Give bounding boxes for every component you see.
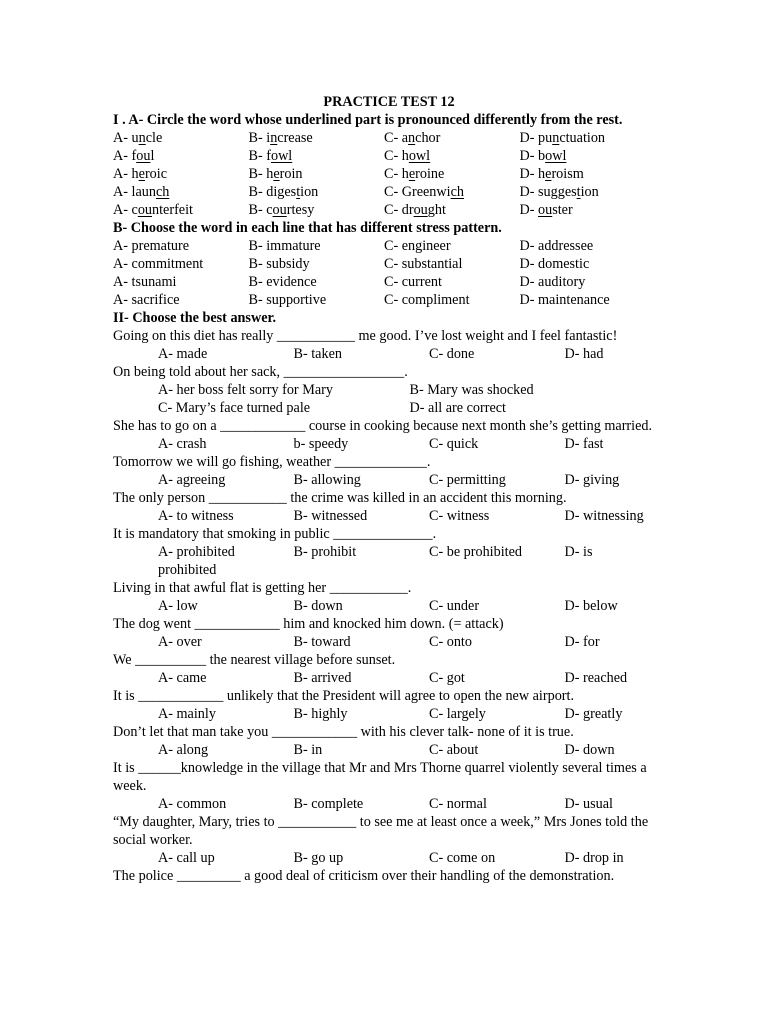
option-b[interactable] (249, 129, 385, 147)
option-b[interactable]: B- arrived (293, 670, 352, 686)
word-part: B- f (248, 148, 271, 164)
word-part: D- pu (519, 130, 553, 146)
option-a[interactable]: A- her boss felt sorry for Mary (158, 382, 333, 398)
option-d[interactable]: D- all are correct (409, 400, 506, 416)
answer-options (113, 795, 661, 813)
answer-options (113, 597, 661, 615)
word-part: roin (279, 166, 303, 182)
option-d[interactable]: D- domestic (519, 256, 590, 272)
option-a[interactable]: A- over (158, 634, 202, 650)
option-d[interactable]: D- had (564, 346, 604, 362)
underlined-part: ou (136, 148, 151, 164)
option-b[interactable]: B- Mary was shocked (409, 382, 534, 398)
option-d[interactable] (520, 147, 567, 165)
option-d[interactable]: D- giving (564, 472, 620, 488)
option-b[interactable]: B- complete (293, 796, 364, 812)
question-text: She has to go on a ____________ course in cooking because next month she’s getting married. (113, 418, 653, 434)
option-d[interactable]: D- addressee (519, 238, 594, 254)
option-b[interactable]: B- prohibit (293, 544, 357, 560)
option-c[interactable]: C- onto (429, 634, 472, 650)
pronunciation-row (113, 147, 661, 165)
option-c[interactable]: C- under (429, 598, 480, 614)
option-c[interactable]: C- substantial (384, 256, 463, 272)
word-part: C- h (384, 166, 409, 182)
word-part: A- h (113, 166, 139, 182)
option-d[interactable]: D- reached (564, 670, 628, 686)
answer-options (113, 741, 661, 759)
option-c[interactable]: C- be prohibited (429, 544, 522, 560)
word-part: C- h (384, 148, 409, 164)
question-text: The police _________ a good deal of criticism over their handling of the demonstration. (113, 868, 615, 884)
option-d[interactable]: D- witnessing (564, 508, 644, 524)
option-d[interactable] (520, 183, 599, 201)
answer-options (113, 471, 661, 489)
option-c[interactable] (384, 165, 520, 183)
underlined-part: owl (545, 148, 567, 164)
option-a[interactable] (113, 129, 249, 147)
word-part: D- (519, 202, 539, 218)
option-b[interactable]: B- down (293, 598, 343, 614)
question-text: We __________ the nearest village before sunset. (113, 652, 396, 668)
underlined-part: n (270, 130, 278, 146)
word-part: roism (551, 166, 584, 182)
option-d[interactable]: D- greatly (564, 706, 623, 722)
option-b[interactable] (249, 201, 385, 219)
option-b[interactable] (249, 147, 385, 165)
word-part: D- h (519, 166, 546, 182)
option-d[interactable]: D- for (564, 634, 600, 650)
underlined-part: t (576, 184, 581, 200)
question-text: The only person ___________ the crime was killed in an accident this morning. (113, 490, 567, 506)
option-c[interactable] (384, 129, 520, 147)
answer-options (113, 669, 661, 687)
pronunciation-row (113, 201, 661, 219)
question-text: Living in that awful flat is getting her ___________. (113, 580, 412, 596)
option-b[interactable]: B- in (293, 742, 323, 758)
stress-row (113, 273, 661, 291)
option-d[interactable]: D- fast (564, 436, 604, 452)
option-b[interactable]: B- subsidy (248, 256, 310, 272)
question-text: It is ______knowledge in the village that Mr and Mrs Thorne quarrel violently several times a week. (113, 760, 647, 794)
underlined-part: ch (450, 184, 464, 200)
stress-row (113, 237, 661, 255)
option-b[interactable]: B- supportive (248, 292, 327, 308)
stress-row (113, 255, 661, 273)
word-part: ion (580, 184, 599, 200)
word-part: ctuation (559, 130, 606, 146)
section-2-heading: II- Choose the best answer. (113, 310, 277, 326)
option-c[interactable]: C- about (429, 742, 479, 758)
option-a[interactable]: A- along (158, 742, 209, 758)
word-part: A- c (113, 202, 138, 218)
word-part: B- c (248, 202, 273, 218)
option-c[interactable]: C- compliment (384, 292, 470, 308)
underlined-part: ou (538, 202, 553, 218)
word-part: ion (300, 184, 319, 200)
option-a[interactable]: A- agreeing (158, 472, 226, 488)
page-title: PRACTICE TEST 12 (323, 94, 455, 110)
option-c[interactable]: C- engineer (384, 238, 451, 254)
question-text: “My daughter, Mary, tries to ___________ to see me at least once a week,” Mrs Jones told the social worker. (113, 814, 649, 848)
underlined-part: owl (408, 148, 431, 164)
option-a[interactable] (113, 183, 249, 201)
section-1b-heading: B- Choose the word in each line that has different stress pattern. (113, 220, 502, 236)
option-d[interactable] (520, 165, 584, 183)
answer-options (113, 399, 661, 417)
stress-row (113, 291, 661, 309)
word-part: roine (415, 166, 445, 182)
option-b[interactable] (249, 165, 385, 183)
option-b[interactable]: B- toward (293, 634, 351, 650)
word-part: D- sugges (519, 184, 577, 200)
answer-options (113, 435, 661, 453)
underlined-part: ou (272, 202, 287, 218)
underlined-part: e (273, 166, 280, 182)
answer-options (113, 849, 661, 867)
option-c[interactable]: C- permitting (429, 472, 506, 488)
word-part: cle (145, 130, 163, 146)
option-d[interactable]: D- down (564, 742, 615, 758)
option-c[interactable] (384, 201, 520, 219)
option-d[interactable] (520, 129, 606, 147)
underlined-part: n (138, 130, 146, 146)
option-b[interactable]: b- speedy (293, 436, 349, 452)
option-d[interactable]: D- auditory (519, 274, 586, 290)
underlined-part: e (545, 166, 552, 182)
word-part: B- i (248, 130, 271, 146)
option-c[interactable]: C- largely (429, 706, 486, 722)
option-d[interactable]: D- maintenance (519, 292, 610, 308)
option-a[interactable]: A- sacrifice (113, 292, 180, 308)
pronunciation-row (113, 129, 661, 147)
option-b[interactable]: B- witnessed (293, 508, 368, 524)
underlined-part: ou (413, 202, 428, 218)
question-text: Tomorrow we will go fishing, weather _____________. (113, 454, 431, 470)
option-a[interactable]: A- came (158, 670, 207, 686)
question-text: Going on this diet has really ___________ me good. I’ve lost weight and I feel fantastic! (113, 328, 618, 344)
option-d[interactable]: D- below (564, 598, 618, 614)
option-c[interactable]: C- got (429, 670, 465, 686)
word-part: chor (415, 130, 441, 146)
answer-options (113, 705, 661, 723)
option-b[interactable] (249, 183, 385, 201)
option-a[interactable]: A- prohibited (158, 544, 235, 560)
option-a[interactable]: A- low (158, 598, 198, 614)
option-d[interactable]: D- usual (564, 796, 613, 812)
option-a[interactable]: A- tsunami (113, 274, 177, 290)
word-part: A- f (113, 148, 137, 164)
option-b[interactable]: B- go up (293, 850, 344, 866)
option-d[interactable]: D- drop in (564, 850, 624, 866)
option-b[interactable]: B- allowing (293, 472, 361, 488)
option-c[interactable]: C- Mary’s face turned pale (158, 400, 311, 416)
underlined-part: owl (270, 148, 293, 164)
underlined-part: ou (137, 202, 153, 218)
word-part: C- a (384, 130, 409, 146)
option-c[interactable]: C- normal (429, 796, 487, 812)
option-c[interactable]: C- current (384, 274, 442, 290)
section-1a-heading: I . A- Circle the word whose underlined part is pronounced differently from the rest. (113, 112, 623, 128)
question-text: On being told about her sack, _________________. (113, 364, 408, 380)
option-c[interactable]: C- done (429, 346, 475, 362)
underlined-part: n (552, 130, 560, 146)
word-part: C- dr (384, 202, 414, 218)
option-a[interactable] (113, 201, 249, 219)
option-c[interactable]: C- come on (429, 850, 496, 866)
word-part: nterfeit (152, 202, 193, 218)
word-part: rtesy (286, 202, 315, 218)
option-c[interactable] (384, 147, 520, 165)
underlined-part: e (408, 166, 416, 182)
option-b[interactable]: B- immature (248, 238, 321, 254)
option-a[interactable]: A- common (158, 796, 227, 812)
option-a[interactable]: A- mainly (158, 706, 216, 722)
answer-options (113, 633, 661, 651)
underlined-part: ch (155, 184, 170, 200)
underlined-part: t (296, 184, 301, 200)
word-part: C- Greenwi (384, 184, 451, 200)
word-part: D- b (519, 148, 546, 164)
option-b[interactable]: B- highly (293, 706, 348, 722)
question-text: It is ____________ unlikely that the President will agree to open the new airport. (113, 688, 574, 704)
word-part: crease (277, 130, 313, 146)
option-c[interactable]: C- witness (429, 508, 490, 524)
option-c[interactable]: C- quick (429, 436, 479, 452)
underlined-part: n (408, 130, 416, 146)
option-d[interactable] (520, 201, 573, 219)
word-part: B- h (248, 166, 274, 182)
option-wrap-text: prohibited (158, 562, 217, 578)
word-part: ster (552, 202, 573, 218)
word-part: A- u (113, 130, 139, 146)
answer-options (113, 507, 661, 525)
word-part: ght (427, 202, 446, 218)
option-a[interactable] (113, 147, 249, 165)
underlined-part: e (138, 166, 145, 182)
option-a[interactable]: A- made (158, 346, 208, 362)
option-a[interactable]: A- premature (113, 238, 190, 254)
document-content (113, 93, 661, 885)
word-part: B- diges (248, 184, 297, 200)
answer-options (113, 543, 661, 561)
pronunciation-table (113, 129, 661, 219)
option-d[interactable]: D- is (564, 544, 593, 560)
pronunciation-row (113, 165, 661, 183)
question-text: The dog went ____________ him and knocked him down. (= attack) (113, 616, 504, 632)
option-a[interactable]: A- call up (158, 850, 215, 866)
word-part: A- laun (113, 184, 156, 200)
word-part: roic (144, 166, 167, 182)
answer-options (113, 381, 661, 399)
option-b[interactable]: B- taken (293, 346, 342, 362)
pronunciation-row (113, 183, 661, 201)
question-text: It is mandatory that smoking in public ______________. (113, 526, 437, 542)
option-b[interactable]: B- evidence (248, 274, 317, 290)
option-a[interactable]: A- crash (158, 436, 207, 452)
option-a[interactable] (113, 165, 249, 183)
option-a[interactable]: A- to witness (158, 508, 234, 524)
option-a[interactable]: A- commitment (113, 256, 204, 272)
stress-table (113, 237, 661, 309)
answer-options (113, 345, 661, 363)
word-part: l (150, 148, 155, 164)
question-text: Don’t let that man take you ____________ with his clever talk- none of it is true. (113, 724, 574, 740)
option-c[interactable] (384, 183, 520, 201)
